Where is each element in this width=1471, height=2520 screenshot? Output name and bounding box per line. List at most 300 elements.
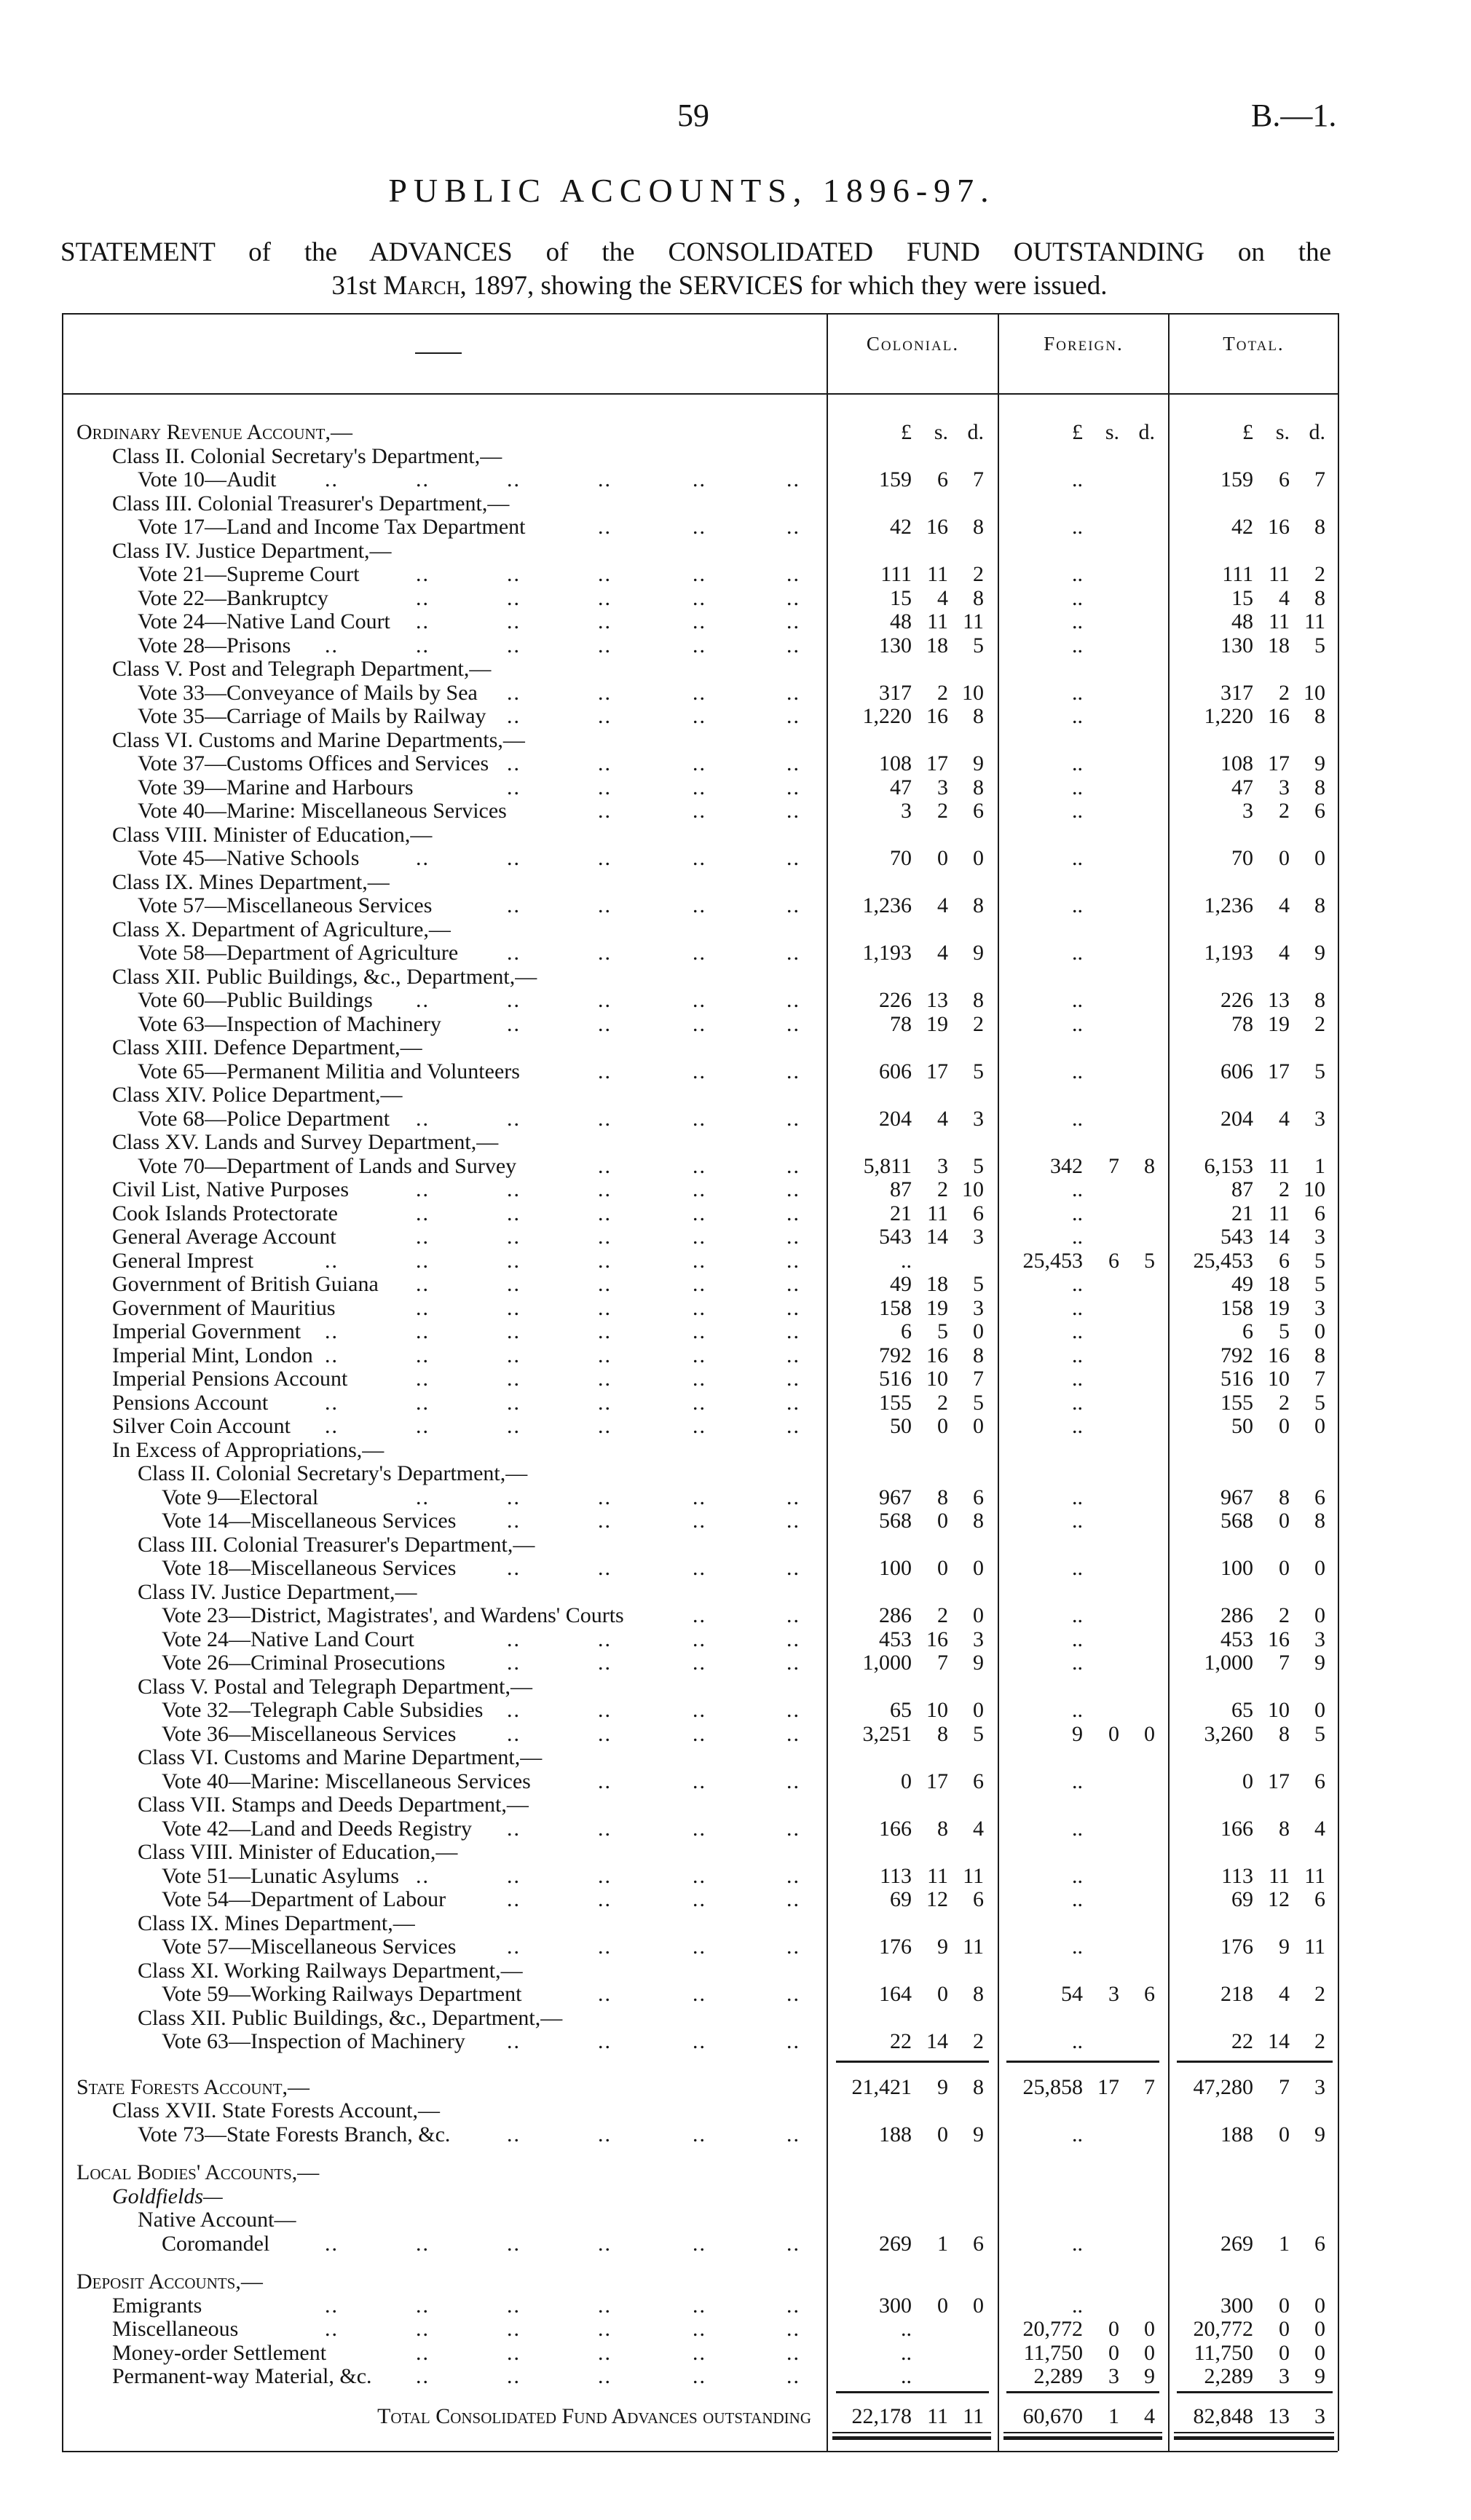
row-label: Imperial Government xyxy=(112,1319,301,1343)
total-pounds: 158 xyxy=(1220,1295,1253,1320)
row-label: Civil List, Native Purposes xyxy=(112,1177,349,1201)
leader-dots: .. xyxy=(416,988,430,1012)
colonial-pence: 4 xyxy=(973,1816,984,1841)
row-label: Class V. Postal and Telegraph Department,— xyxy=(138,1674,532,1699)
leader-dots: .. xyxy=(507,1509,521,1533)
total-shillings: 0 xyxy=(1279,1556,1290,1580)
class-heading-row xyxy=(0,1462,1471,1485)
colonial-pounds: 159 xyxy=(879,467,912,491)
colonial-pence: 9 xyxy=(973,1651,984,1675)
table-row xyxy=(0,1178,1471,1201)
leader-dots: .. xyxy=(598,1651,612,1675)
colonial-pounds: 286 xyxy=(879,1603,912,1627)
colonial-pounds: 78 xyxy=(890,1011,912,1036)
foreign-unit-pence: d. xyxy=(1138,420,1155,444)
colonial-pence: 8 xyxy=(973,585,984,610)
colonial-shillings: 5 xyxy=(937,1319,948,1343)
colonial-pence: 8 xyxy=(973,704,984,728)
colonial-pence: 7 xyxy=(973,467,984,491)
column-header-colonial: Colonial. xyxy=(866,333,960,355)
total-pence: 3 xyxy=(1314,1225,1325,1249)
colonial-shillings: 2 xyxy=(937,799,948,823)
leader-dots: .. xyxy=(693,585,706,610)
total-rule xyxy=(1006,2391,1159,2393)
double-rule xyxy=(1003,2432,1162,2433)
leader-dots: .. xyxy=(598,1153,612,1178)
total-shillings: 17 xyxy=(1268,1769,1290,1793)
total-shillings: 16 xyxy=(1268,1343,1290,1367)
row-label: Vote 65—Permanent Militia and Volunteers xyxy=(138,1059,520,1083)
total-pence: 8 xyxy=(1314,515,1325,539)
leader-dots: .. xyxy=(786,1485,800,1509)
total-pence: 4 xyxy=(1314,1816,1325,1841)
table-row xyxy=(0,989,1471,1012)
colonial-shillings: 1 xyxy=(937,2231,948,2256)
colonial-pence: 0 xyxy=(973,1603,984,1627)
leader-dots: .. xyxy=(598,1011,612,1036)
leader-dots: .. xyxy=(693,562,706,586)
double-rule xyxy=(1174,2436,1334,2440)
leader-dots: .. xyxy=(786,775,800,799)
row-label: Vote 59—Working Railways Department xyxy=(162,1982,522,2006)
foreign-pence: 7 xyxy=(1144,2074,1155,2099)
leader-dots: .. xyxy=(693,633,706,657)
total-pounds: 543 xyxy=(1220,1225,1253,1249)
leader-dots: .. xyxy=(693,1982,706,2006)
row-label: Vote 10—Audit xyxy=(138,467,277,491)
leader-dots: .. xyxy=(693,2231,706,2256)
colonial-pounds: 1,193 xyxy=(862,941,912,965)
table-row xyxy=(0,1723,1471,1746)
total-pounds: 317 xyxy=(1220,680,1253,705)
leader-dots: .. xyxy=(598,1390,612,1415)
foreign-empty-marker: .. xyxy=(1072,609,1083,633)
colonial-shillings: 6 xyxy=(937,467,948,491)
total-pounds: 48 xyxy=(1231,609,1253,633)
colonial-shillings: 8 xyxy=(937,1721,948,1746)
leader-dots: .. xyxy=(416,1201,430,1225)
leader-dots: .. xyxy=(598,467,612,491)
colonial-pence: 6 xyxy=(973,799,984,823)
row-label: Class III. Colonial Treasurer's Department,— xyxy=(138,1532,535,1557)
leader-dots: .. xyxy=(786,1367,800,1391)
total-pence: 2 xyxy=(1314,2029,1325,2053)
foreign-empty-marker: .. xyxy=(1072,1295,1083,1320)
foreign-pounds: 60,670 xyxy=(1022,2404,1083,2428)
leader-dots: .. xyxy=(598,515,612,539)
leader-dots: .. xyxy=(598,1816,612,1841)
row-label: Vote 33—Conveyance of Mails by Sea xyxy=(138,680,478,705)
leader-dots: .. xyxy=(416,1485,430,1509)
colonial-empty-marker: .. xyxy=(901,2317,912,2341)
total-pence: 8 xyxy=(1314,775,1325,799)
colonial-pounds: 158 xyxy=(879,1295,912,1320)
total-pence: 2 xyxy=(1314,1982,1325,2006)
row-label: Class XVII. State Forests Account,— xyxy=(112,2098,440,2122)
table-row xyxy=(0,1391,1471,1415)
class-heading-row xyxy=(0,823,1471,847)
leader-dots: .. xyxy=(507,1106,521,1131)
row-label: Class VIII. Minister of Education,— xyxy=(112,822,433,847)
leader-dots: .. xyxy=(507,2122,521,2146)
colonial-pounds: 65 xyxy=(890,1698,912,1722)
total-pence: 8 xyxy=(1314,585,1325,610)
leader-dots: .. xyxy=(786,1651,800,1675)
total-pounds: 1,236 xyxy=(1204,893,1253,917)
leader-dots: .. xyxy=(693,751,706,775)
class-heading-row xyxy=(0,2208,1471,2232)
total-pounds: 188 xyxy=(1220,2122,1253,2146)
leader-dots: .. xyxy=(598,1319,612,1343)
leader-dots: .. xyxy=(598,1343,612,1367)
leader-dots: .. xyxy=(786,1201,800,1225)
row-label: General Average Account xyxy=(112,1225,336,1249)
leader-dots: .. xyxy=(507,1367,521,1391)
leader-dots: .. xyxy=(786,799,800,823)
row-label: Class X. Department of Agriculture,— xyxy=(112,917,451,941)
total-pounds: 226 xyxy=(1220,988,1253,1012)
leader-dots: .. xyxy=(598,1295,612,1320)
foreign-pence: 9 xyxy=(1144,2364,1155,2388)
leader-dots: .. xyxy=(507,2029,521,2053)
leader-dots: .. xyxy=(786,1556,800,1580)
leader-dots: .. xyxy=(507,1201,521,1225)
total-pence: 9 xyxy=(1314,1651,1325,1675)
colonial-shillings: 10 xyxy=(926,1698,948,1722)
colonial-pence: 8 xyxy=(973,988,984,1012)
leader-dots: .. xyxy=(507,775,521,799)
total-pence: 1 xyxy=(1314,1153,1325,1178)
leader-dots: .. xyxy=(786,562,800,586)
colonial-pence: 6 xyxy=(973,1485,984,1509)
total-pence: 5 xyxy=(1314,1059,1325,1083)
colonial-pence: 8 xyxy=(973,775,984,799)
leader-dots: .. xyxy=(507,1651,521,1675)
row-label: Vote 57—Miscellaneous Services xyxy=(162,1935,457,1959)
foreign-empty-marker: .. xyxy=(1072,1769,1083,1793)
foreign-pounds: 20,772 xyxy=(1022,2317,1083,2341)
colonial-pence: 3 xyxy=(973,1106,984,1131)
table-row xyxy=(0,1367,1471,1391)
leader-dots: .. xyxy=(693,988,706,1012)
total-shillings: 0 xyxy=(1279,1414,1290,1438)
colonial-pounds: 188 xyxy=(879,2122,912,2146)
foreign-empty-marker: .. xyxy=(1072,988,1083,1012)
colonial-pence: 5 xyxy=(973,1153,984,1178)
leader-dots: .. xyxy=(598,1248,612,1273)
leader-dots: .. xyxy=(693,1106,706,1131)
colonial-pounds: 49 xyxy=(890,1272,912,1296)
foreign-shillings: 7 xyxy=(1108,1153,1119,1178)
total-pounds: 792 xyxy=(1220,1343,1253,1367)
foreign-empty-marker: .. xyxy=(1072,2122,1083,2146)
table-row xyxy=(0,1013,1471,1036)
row-label: Vote 35—Carriage of Mails by Railway xyxy=(138,704,486,728)
total-pence: 7 xyxy=(1314,467,1325,491)
foreign-unit-shillings: s. xyxy=(1105,420,1119,444)
total-pence: 8 xyxy=(1314,1509,1325,1533)
total-pounds: 25,453 xyxy=(1193,1248,1253,1273)
leader-dots: .. xyxy=(786,1343,800,1367)
colonial-pence: 8 xyxy=(973,515,984,539)
foreign-empty-marker: .. xyxy=(1072,751,1083,775)
foreign-empty-marker: .. xyxy=(1072,562,1083,586)
table-row xyxy=(0,1297,1471,1320)
total-pounds: 111 xyxy=(1222,562,1253,586)
table-row xyxy=(0,2294,1471,2318)
total-shillings: 10 xyxy=(1268,1698,1290,1722)
row-label: Class V. Post and Telegraph Department,— xyxy=(112,657,492,681)
colonial-pence: 0 xyxy=(973,2293,984,2318)
colonial-pounds: 269 xyxy=(879,2231,912,2256)
colonial-pounds: 6 xyxy=(901,1319,912,1343)
section-heading-row xyxy=(0,421,1471,444)
table-row xyxy=(0,634,1471,657)
total-pounds: 166 xyxy=(1220,1816,1253,1841)
leader-dots: .. xyxy=(598,1982,612,2006)
class-heading-row xyxy=(0,445,1471,468)
table-row xyxy=(0,941,1471,965)
row-label: Vote 39—Marine and Harbours xyxy=(138,775,414,799)
class-heading-row xyxy=(0,2007,1471,2030)
table-row xyxy=(0,1983,1471,2006)
leader-dots: .. xyxy=(786,1769,800,1793)
row-label: Vote 45—Native Schools xyxy=(138,846,360,870)
foreign-empty-marker: .. xyxy=(1072,1106,1083,1131)
row-label: In Excess of Appropriations,— xyxy=(112,1437,384,1462)
total-pounds: 300 xyxy=(1220,2293,1253,2318)
leader-dots: .. xyxy=(786,2231,800,2256)
leader-dots: .. xyxy=(325,467,339,491)
total-pence: 7 xyxy=(1314,1367,1325,1391)
colonial-pounds: 113 xyxy=(880,1863,912,1888)
leader-dots: .. xyxy=(598,1201,612,1225)
leader-dots: .. xyxy=(598,1272,612,1296)
leader-dots: .. xyxy=(598,988,612,1012)
leader-dots: .. xyxy=(786,941,800,965)
total-pence: 0 xyxy=(1314,1414,1325,1438)
foreign-empty-marker: .. xyxy=(1072,467,1083,491)
class-heading-row xyxy=(0,657,1471,681)
leader-dots: .. xyxy=(416,2293,430,2318)
leader-dots: .. xyxy=(786,2364,800,2388)
colonial-pounds: 792 xyxy=(879,1343,912,1367)
colonial-pence: 5 xyxy=(973,1390,984,1415)
leader-dots: .. xyxy=(693,1153,706,1178)
row-label: Class IV. Justice Department,— xyxy=(138,1579,417,1604)
foreign-pounds: 25,453 xyxy=(1022,1248,1083,1273)
colonial-shillings: 16 xyxy=(926,1627,948,1651)
leader-dots: .. xyxy=(598,1556,612,1580)
colonial-shillings: 11 xyxy=(927,562,948,586)
total-pounds: 568 xyxy=(1220,1509,1253,1533)
total-pounds: 3,260 xyxy=(1204,1721,1253,1746)
row-label: Government of British Guiana xyxy=(112,1272,379,1296)
total-shillings: 9 xyxy=(1279,1935,1290,1959)
total-shillings: 5 xyxy=(1279,1319,1290,1343)
total-pounds: 11,750 xyxy=(1194,2340,1253,2365)
class-heading-row xyxy=(0,1036,1471,1059)
foreign-pounds: 25,858 xyxy=(1022,2074,1083,2099)
total-shillings: 2 xyxy=(1279,1177,1290,1201)
table-row xyxy=(0,1604,1471,1627)
row-label: General Imprest xyxy=(112,1248,254,1273)
leader-dots: .. xyxy=(693,1485,706,1509)
total-shillings: 19 xyxy=(1268,1295,1290,1320)
total-pounds: 130 xyxy=(1220,633,1253,657)
colonial-shillings: 2 xyxy=(937,1603,948,1627)
table-row xyxy=(0,1699,1471,1722)
leader-dots: .. xyxy=(416,1863,430,1888)
leader-dots: .. xyxy=(598,799,612,823)
foreign-empty-marker: .. xyxy=(1072,1343,1083,1367)
total-pence: 3 xyxy=(1314,1295,1325,1320)
row-label: Class II. Colonial Secretary's Department,— xyxy=(138,1461,528,1485)
leader-dots: .. xyxy=(786,585,800,610)
total-pence: 0 xyxy=(1314,1698,1325,1722)
foreign-empty-marker: .. xyxy=(1072,941,1083,965)
leader-dots: .. xyxy=(325,1248,339,1273)
total-shillings: 13 xyxy=(1268,2404,1290,2428)
total-pounds: 69 xyxy=(1231,1887,1253,1911)
leader-dots: .. xyxy=(693,2293,706,2318)
leader-dots: .. xyxy=(786,988,800,1012)
colonial-shillings: 17 xyxy=(926,1059,948,1083)
leader-dots: .. xyxy=(416,1177,430,1201)
leader-dots: .. xyxy=(507,1272,521,1296)
total-shillings: 3 xyxy=(1279,2364,1290,2388)
foreign-empty-marker: .. xyxy=(1072,1556,1083,1580)
colonial-shillings: 2 xyxy=(937,1177,948,1201)
leader-dots: .. xyxy=(598,1698,612,1722)
total-pence: 8 xyxy=(1314,988,1325,1012)
colonial-empty-marker: .. xyxy=(901,1248,912,1273)
colonial-pence: 7 xyxy=(973,1367,984,1391)
total-pence: 5 xyxy=(1314,1248,1325,1273)
leader-dots: .. xyxy=(786,1603,800,1627)
foreign-empty-marker: .. xyxy=(1072,1272,1083,1296)
colonial-shillings: 8 xyxy=(937,1485,948,1509)
leader-dots: .. xyxy=(416,1295,430,1320)
total-pounds: 204 xyxy=(1220,1106,1253,1131)
total-pence: 0 xyxy=(1314,1603,1325,1627)
total-pence: 6 xyxy=(1314,1769,1325,1793)
leader-dots: .. xyxy=(693,1201,706,1225)
leader-dots: .. xyxy=(693,941,706,965)
colonial-pounds: 606 xyxy=(879,1059,912,1083)
foreign-pounds: 9 xyxy=(1072,1721,1083,1746)
leader-dots: .. xyxy=(416,1367,430,1391)
statement-line-1: STATEMENT of the ADVANCES of the CONSOLIDATED FUND OUTSTANDING on the xyxy=(60,237,1331,267)
leader-dots: .. xyxy=(693,609,706,633)
colonial-pence: 9 xyxy=(973,751,984,775)
colonial-pounds: 69 xyxy=(890,1887,912,1911)
total-pounds: 78 xyxy=(1231,1011,1253,1036)
total-shillings: 0 xyxy=(1279,846,1290,870)
row-label: Vote 23—District, Magistrates', and Wardens' Courts xyxy=(162,1603,624,1627)
leader-dots: .. xyxy=(507,1816,521,1841)
leader-dots: .. xyxy=(598,1177,612,1201)
leader-dots: .. xyxy=(507,1721,521,1746)
colonial-pence: 3 xyxy=(973,1225,984,1249)
row-label: Vote 32—Telegraph Cable Subsidies xyxy=(162,1698,484,1722)
leader-dots: .. xyxy=(693,2364,706,2388)
total-pounds: 155 xyxy=(1220,1390,1253,1415)
leader-dots: .. xyxy=(598,1225,612,1249)
class-heading-row xyxy=(0,871,1471,894)
table-row xyxy=(0,2030,1471,2053)
total-shillings: 7 xyxy=(1279,2074,1290,2099)
row-label: Silver Coin Account xyxy=(112,1414,291,1438)
total-rule xyxy=(836,2391,989,2393)
total-shillings: 2 xyxy=(1279,680,1290,705)
leader-dots: .. xyxy=(507,1248,521,1273)
leader-dots: .. xyxy=(598,846,612,870)
leader-dots: .. xyxy=(786,1106,800,1131)
leader-dots: .. xyxy=(507,467,521,491)
total-pounds: 15 xyxy=(1231,585,1253,610)
class-heading-row xyxy=(0,492,1471,516)
foreign-empty-marker: .. xyxy=(1072,1698,1083,1722)
colonial-pence: 5 xyxy=(973,1272,984,1296)
leader-dots: .. xyxy=(693,2340,706,2365)
leader-dots: .. xyxy=(507,704,521,728)
total-pounds: 516 xyxy=(1220,1367,1253,1391)
leader-dots: .. xyxy=(507,680,521,705)
leader-dots: .. xyxy=(786,1059,800,1083)
total-pence: 9 xyxy=(1314,941,1325,965)
row-label: Vote 57—Miscellaneous Services xyxy=(138,893,433,917)
colonial-shillings: 17 xyxy=(926,751,948,775)
foreign-shillings: 6 xyxy=(1108,1248,1119,1273)
colonial-pence: 3 xyxy=(973,1295,984,1320)
foreign-empty-marker: .. xyxy=(1072,1011,1083,1036)
total-pence: 6 xyxy=(1314,799,1325,823)
total-pounds: 47 xyxy=(1231,775,1253,799)
leader-dots: .. xyxy=(598,1485,612,1509)
colonial-pounds: 543 xyxy=(879,1225,912,1249)
leader-dots: .. xyxy=(786,1011,800,1036)
foreign-pence: 0 xyxy=(1144,2340,1155,2365)
leader-dots: .. xyxy=(693,1295,706,1320)
total-shillings: 6 xyxy=(1279,1248,1290,1273)
colonial-pence: 6 xyxy=(973,2231,984,2256)
table-row xyxy=(0,799,1471,823)
leader-dots: .. xyxy=(693,704,706,728)
leader-dots: .. xyxy=(693,1011,706,1036)
double-rule xyxy=(1174,2432,1334,2433)
table-row xyxy=(0,847,1471,870)
leader-dots: .. xyxy=(693,1651,706,1675)
total-pounds: 3 xyxy=(1242,799,1253,823)
row-label: Vote 73—State Forests Branch, &c. xyxy=(138,2122,451,2146)
total-pence: 6 xyxy=(1314,1485,1325,1509)
foreign-pounds: 342 xyxy=(1050,1153,1083,1178)
colonial-pounds: 3,251 xyxy=(862,1721,912,1746)
total-shillings: 2 xyxy=(1279,799,1290,823)
colonial-shillings: 11 xyxy=(927,609,948,633)
total-shillings: 19 xyxy=(1268,1011,1290,1036)
leader-dots: .. xyxy=(507,1556,521,1580)
leader-dots: .. xyxy=(786,2293,800,2318)
row-label: Class IX. Mines Department,— xyxy=(138,1911,415,1935)
foreign-empty-marker: .. xyxy=(1072,1225,1083,1249)
class-heading-row xyxy=(0,2099,1471,2122)
row-label: Money-order Settlement xyxy=(112,2340,327,2365)
total-pence: 0 xyxy=(1314,2317,1325,2341)
total-shillings: 10 xyxy=(1268,1367,1290,1391)
total-pence: 6 xyxy=(1314,1201,1325,1225)
